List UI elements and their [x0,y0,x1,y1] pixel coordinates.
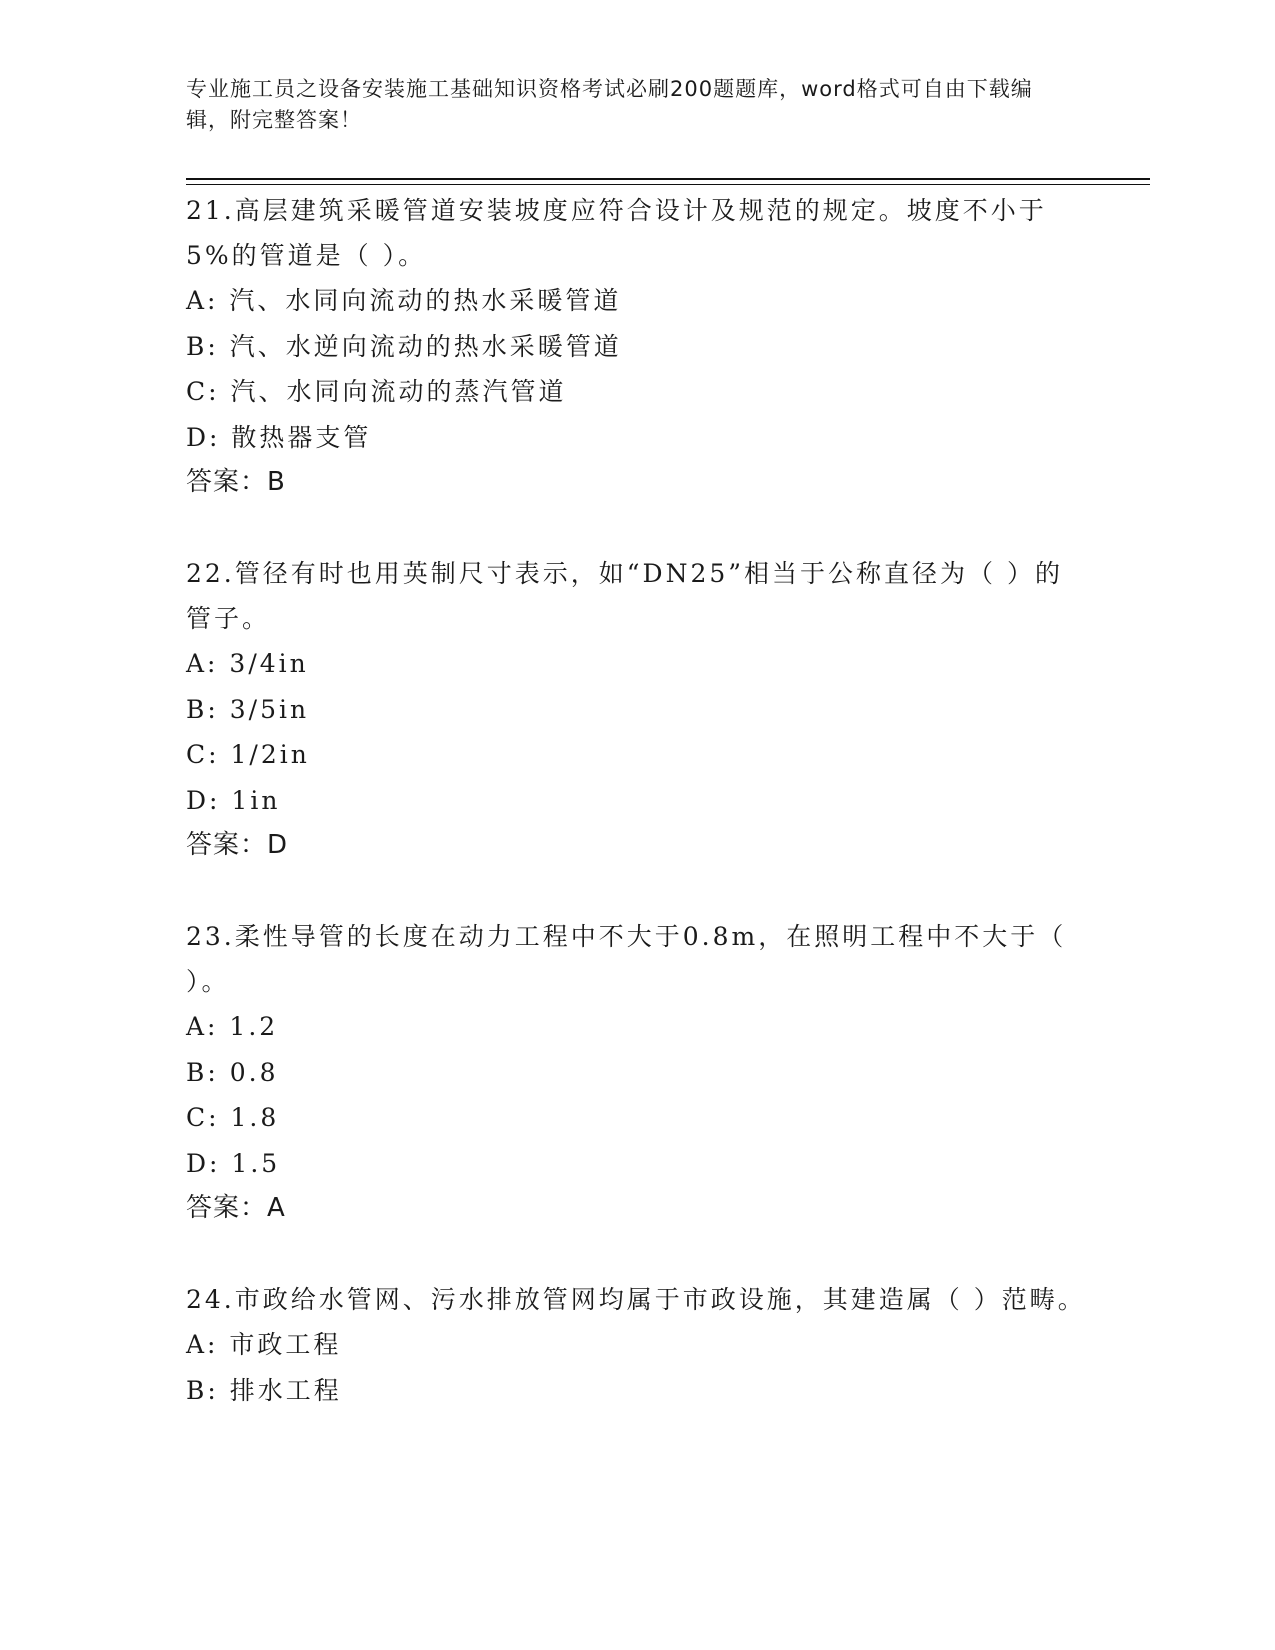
answer: 答案：A [186,1193,286,1223]
question-stem: 24.市政给水管网、污水排放管网均属于市政设施，其建造属（ ）范畴。 [186,1285,1086,1314]
question-stem: 21.高层建筑采暖管道安装坡度应符合设计及规范的规定。坡度不小于5%的管道是（ ）。 [186,196,1047,270]
question-stem: 23.柔性导管的长度在动力工程中不大于0.8m，在照明工程中不大于（ ）。 [186,922,1067,996]
question-22 [186,551,1086,868]
option-b: B: 0.8 [186,1057,279,1087]
header-divider-thick [186,178,1150,180]
option-d: D: 1.5 [186,1148,281,1178]
option-c: C: 汽、水同向流动的蒸汽管道 [186,377,567,406]
header-divider-thin [186,184,1150,185]
option-c: C: 1/2in [186,740,310,769]
answer: 答案：B [186,467,286,497]
option-a: A: 1.2 [186,1012,279,1041]
question-24 [186,1277,1086,1413]
question-23 [186,914,1086,1231]
question-21 [186,188,1086,505]
option-a: A: 汽、水同向流动的热水采暖管道 [186,286,622,315]
answer: 答案：D [186,830,289,860]
option-a: A: 3/4in [186,649,309,678]
option-a: A: 市政工程 [186,1330,342,1359]
document-header: 专业施工员之设备安装施工基础知识资格考试必刷200题题库，word格式可自由下载编辑，附完整答案！ [186,77,1033,132]
option-b: B: 汽、水逆向流动的热水采暖管道 [186,331,622,361]
option-d: D: 1in [186,785,281,815]
option-b: B: 排水工程 [186,1375,342,1405]
option-c: C: 1.8 [186,1103,280,1132]
option-d: D: 散热器支管 [186,422,372,452]
question-stem: 22.管径有时也用英制尺寸表示，如“DN25”相当于公称直径为（ ）的管子。 [186,559,1063,633]
option-b: B: 3/5in [186,694,310,724]
